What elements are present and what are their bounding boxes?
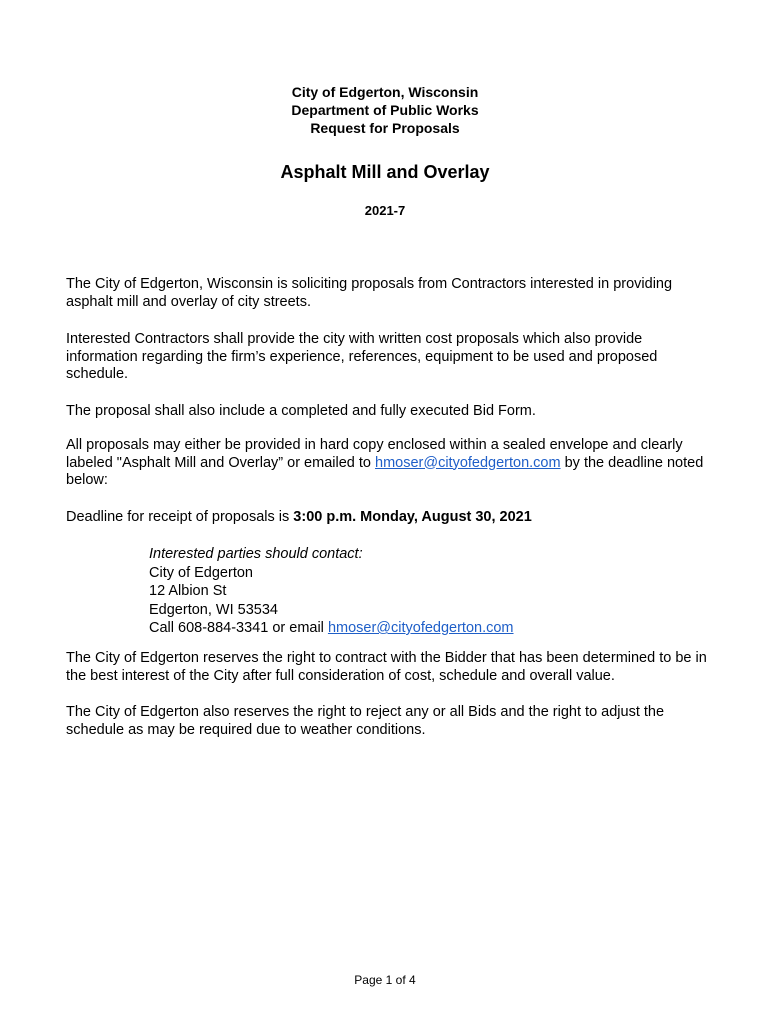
header-city: City of Edgerton, Wisconsin bbox=[291, 84, 479, 100]
document-number: 2021-7 bbox=[364, 203, 406, 218]
paragraph-solicitation-text: The City of Edgerton, Wisconsin is soliciting proposals from Contractors interested in providing asphalt mill and overlay of city streets. bbox=[66, 276, 673, 310]
page-number: Page 1 of 4 bbox=[354, 973, 416, 987]
paragraph-bid-form bbox=[66, 403, 716, 421]
contact-email-link[interactable]: hmoser@cityofedgerton.com bbox=[327, 620, 514, 636]
paragraph-requirements bbox=[66, 331, 716, 384]
submission-text-before: All proposals may either be provided in hard copy enclosed within a sealed envelope and clearly labeled "Asphalt Mill and Overlay” or emailed to bbox=[66, 437, 683, 471]
paragraph-requirements-text: Interested Contractors shall provide the city with written cost proposals which also provide information regarding the firm’s experience, references, equipment to be used and proposed schedule. bbox=[66, 331, 658, 382]
contact-name: City of Edgerton bbox=[149, 564, 253, 581]
deadline-value: 3:00 p.m. Monday, August 30, 2021 bbox=[293, 509, 532, 525]
deadline-label: Deadline for receipt of proposals is bbox=[66, 509, 294, 525]
paragraph-contract-right bbox=[66, 650, 716, 685]
header-rfp-label: Request for Proposals bbox=[310, 120, 460, 136]
document-title: Asphalt Mill and Overlay bbox=[280, 162, 490, 182]
paragraph-submission-text bbox=[66, 437, 716, 490]
header-department: Department of Public Works bbox=[291, 102, 479, 118]
paragraph-deadline-text bbox=[66, 509, 716, 527]
contact-street: 12 Albion St bbox=[149, 583, 227, 599]
document-header bbox=[0, 83, 770, 137]
submission-text-after: by the deadline noted below: bbox=[66, 454, 704, 488]
contact-intro: Interested parties should contact: bbox=[149, 546, 363, 562]
paragraph-reject-right-text: The City of Edgerton also reserves the right to reject any or all Bids and the right to adjust the schedule as may be required due to weather conditions. bbox=[66, 704, 665, 738]
paragraph-reject-right bbox=[66, 704, 716, 739]
paragraph-contract-right-text: The City of Edgerton reserves the right to contract with the Bidder that has been determined to be in the best interest of the City after full consideration of cost, schedule and overall value. bbox=[66, 650, 707, 684]
contact-call-line bbox=[149, 619, 514, 638]
contact-city: Edgerton, WI 53534 bbox=[149, 601, 278, 618]
paragraph-deadline bbox=[66, 509, 716, 527]
submission-email-link[interactable]: hmoser@cityofedgerton.com bbox=[375, 454, 561, 471]
contact-block bbox=[149, 545, 514, 638]
paragraph-submission bbox=[66, 437, 716, 490]
contact-phone-text: Call 608-884-3341 or email bbox=[149, 620, 328, 636]
paragraph-bid-form-text: The proposal shall also include a completed and fully executed Bid Form. bbox=[66, 403, 536, 419]
paragraph-solicitation bbox=[66, 276, 716, 311]
